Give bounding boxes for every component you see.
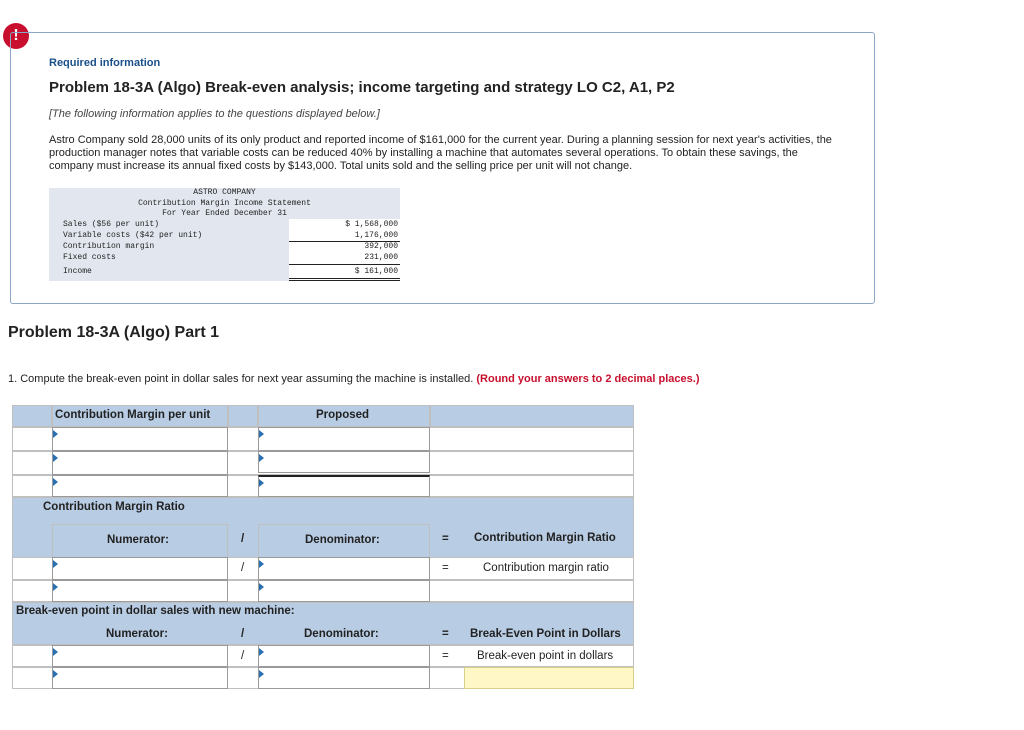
question-body: 1. Compute the break-even point in dollar sales for next year assuming the machine is installed. xyxy=(8,373,474,385)
cmr-row-equals: = xyxy=(442,562,449,574)
bep-result-label: Break-even point in dollars xyxy=(477,650,614,662)
cmr-denominator-value-input[interactable] xyxy=(258,580,430,602)
required-information-panel xyxy=(10,32,875,304)
bep-denominator-header: Denominator: xyxy=(304,628,379,640)
bep-row-slash: / xyxy=(241,650,245,662)
bep-denominator-label-input[interactable] xyxy=(258,645,430,667)
cmr-denominator-header: Denominator: xyxy=(305,534,380,546)
header-cell xyxy=(52,405,228,427)
problem-title: Problem 18-3A (Algo) Break-even analysis; income targeting and strategy LO C2, A1, P2 xyxy=(49,79,675,96)
info-note: [The following information applies to the questions displayed below.] xyxy=(49,108,380,120)
cm-per-unit-header: Contribution Margin per unit xyxy=(55,409,211,421)
statement-row-label: Income xyxy=(63,267,92,276)
statement-row-value: $ 161,000 xyxy=(354,267,398,276)
statement-title: Contribution Margin Income Statement xyxy=(138,198,311,208)
question-text xyxy=(8,373,700,385)
bep-result-header: Break-Even Point in Dollars xyxy=(470,628,621,640)
statement-row-value: 392,000 xyxy=(364,242,398,251)
header-cell xyxy=(258,524,430,558)
bep-numerator-label-input[interactable] xyxy=(52,645,228,667)
cm-row1-proposed-input[interactable] xyxy=(258,427,430,451)
cmr-result-label: Contribution margin ratio xyxy=(483,562,609,574)
double-underline xyxy=(289,278,400,279)
bep-denominator-value-input[interactable] xyxy=(258,667,430,689)
cm-row3-proposed-input[interactable] xyxy=(258,475,430,497)
cmr-equals: = xyxy=(442,533,449,545)
statement-row-label: Variable costs ($42 per unit) xyxy=(63,231,203,240)
answer-grid xyxy=(12,405,634,689)
problem-description: Astro Company sold 28,000 units of its only product and reported income of $161,000 for the current year. During a planning session for next year's activities, the production manager notes that variable costs can be reduced 40% by installing a machine that automates several operations. To obtain these savings, the company must increase its annual fixed costs by $143,000. Total units sold and the selling price per unit will not change. xyxy=(49,134,832,172)
statement-company: ASTRO COMPANY xyxy=(193,188,256,197)
cmr-row-slash: / xyxy=(241,562,245,574)
statement-labels xyxy=(49,219,289,281)
bep-equals: = xyxy=(442,628,449,640)
header-cell xyxy=(430,405,634,427)
underline xyxy=(289,264,400,265)
header-cell xyxy=(228,405,258,427)
cmr-section-title: Contribution Margin Ratio xyxy=(43,501,185,513)
cmr-numerator-label-input[interactable] xyxy=(52,557,228,580)
cm-row3-label-input[interactable] xyxy=(52,475,228,497)
required-info-label: Required information xyxy=(49,57,161,69)
cm-row2-proposed-input[interactable] xyxy=(258,451,430,473)
double-underline xyxy=(289,280,400,281)
statement-row-value: 1,176,000 xyxy=(354,231,398,240)
bep-section-title: Break-even point in dollar sales with new machine: xyxy=(16,605,295,617)
cmr-slash: / xyxy=(241,533,245,545)
statement-row-label: Contribution margin xyxy=(63,242,155,251)
bep-numerator-value-input[interactable] xyxy=(52,667,228,689)
statement-header xyxy=(49,188,400,219)
bep-numerator-header: Numerator: xyxy=(106,628,168,640)
rounding-hint: (Round your answers to 2 decimal places.) xyxy=(476,373,700,385)
cmr-numerator-value-input[interactable] xyxy=(52,580,228,602)
alert-icon: ! xyxy=(3,23,29,49)
statement-row-label: Fixed costs xyxy=(63,253,116,262)
header-cell xyxy=(52,524,228,558)
proposed-header: Proposed xyxy=(316,409,370,421)
cmr-numerator-header: Numerator: xyxy=(107,534,169,546)
income-statement xyxy=(49,188,400,281)
bep-slash: / xyxy=(241,628,245,640)
bep-result-output xyxy=(464,667,634,689)
header-cell xyxy=(258,405,430,427)
part-title: Problem 18-3A (Algo) Part 1 xyxy=(8,324,220,341)
cmr-result-header: Contribution Margin Ratio xyxy=(474,532,616,544)
statement-period: For Year Ended December 31 xyxy=(162,209,287,218)
cm-row2-label-input[interactable] xyxy=(52,451,228,475)
statement-values xyxy=(289,219,400,281)
bep-row-equals: = xyxy=(442,650,449,662)
statement-row-value: 231,000 xyxy=(364,253,398,262)
statement-row-value: $ 1,568,000 xyxy=(345,220,398,229)
header-cell xyxy=(12,405,52,427)
statement-row-label: Sales ($56 per unit) xyxy=(63,220,160,229)
cmr-denominator-label-input[interactable] xyxy=(258,557,430,580)
cm-row1-label-input[interactable] xyxy=(52,427,228,451)
